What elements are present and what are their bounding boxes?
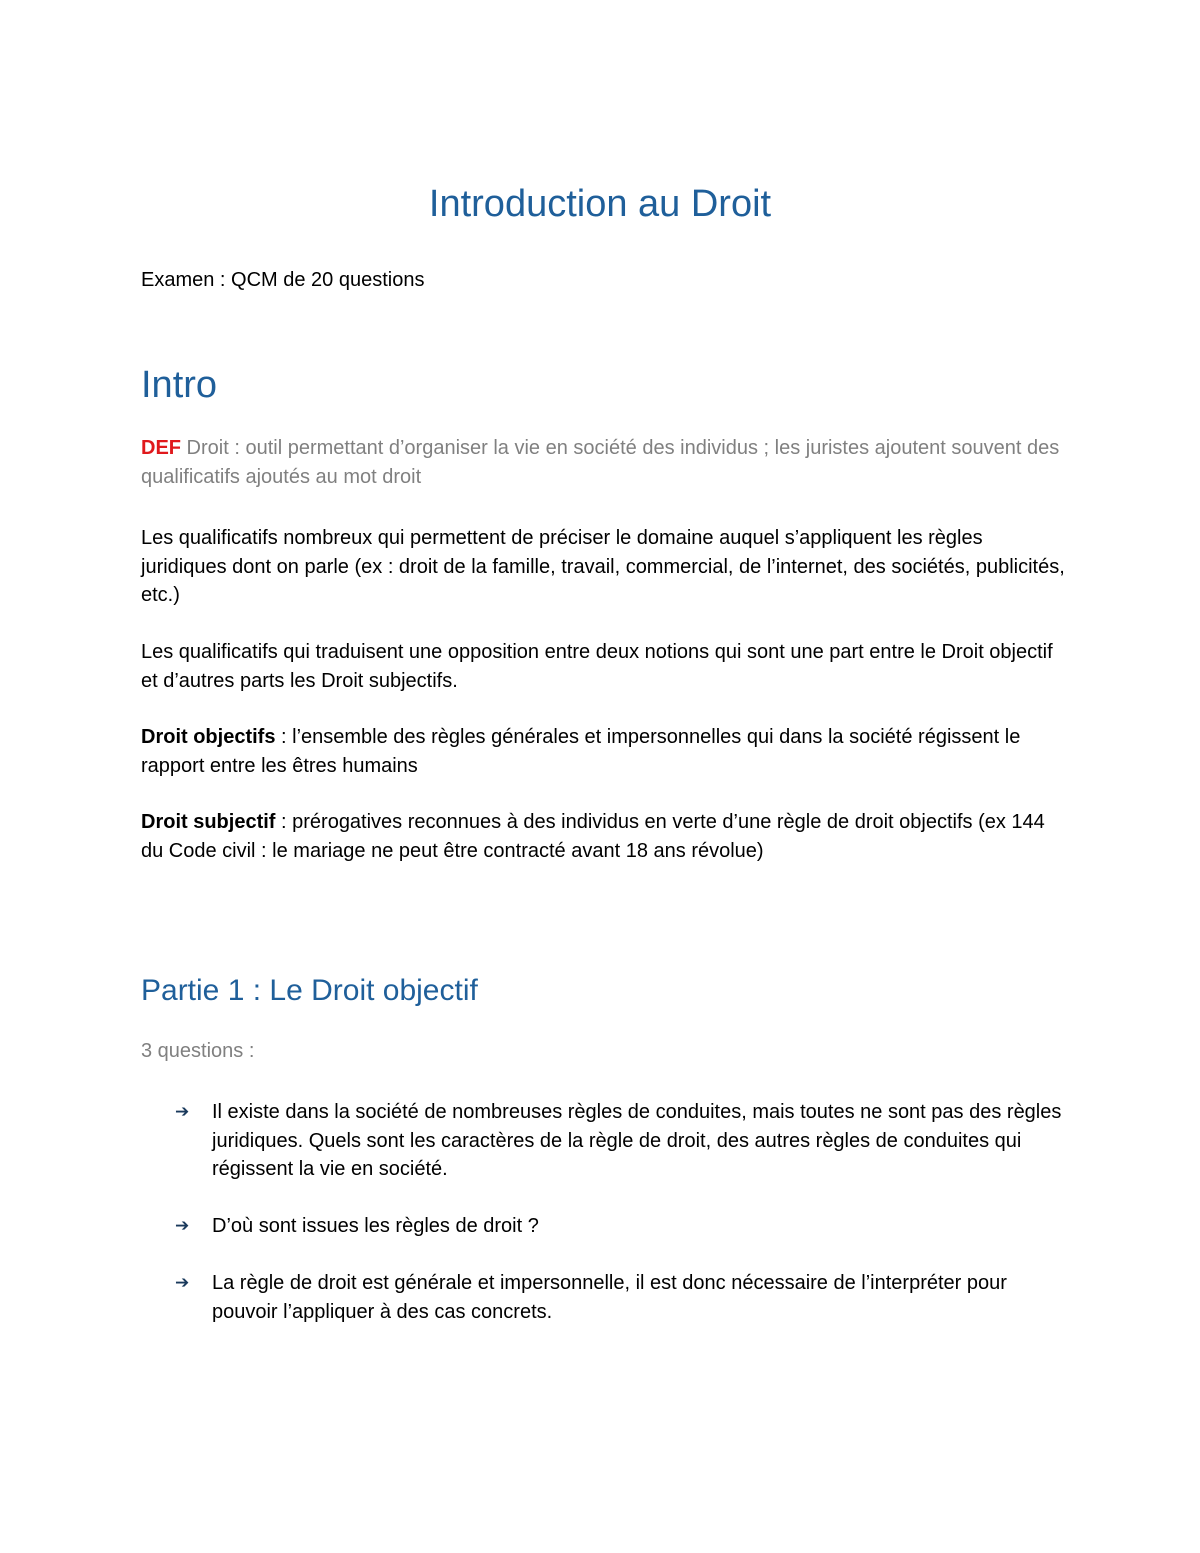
droit-subjectif-text: : prérogatives reconnues à des individus en verte d’une règle de droit objectifs (ex 144 du Code civil : le mariage ne peut être contracté avant 18 ans révolue): [141, 811, 1045, 862]
list-item: [141, 1098, 1071, 1184]
document-title: Introduction au Droit: [428, 183, 772, 225]
arrow-bullet-icon: ➔: [175, 1102, 190, 1122]
exam-line: Examen : QCM de 20 questions: [141, 269, 425, 291]
list-item-text: La règle de droit est générale et impersonnelle, il est donc nécessaire de l’interpréter pour pouvoir l’appliquer à des cas concrets.: [212, 1272, 1007, 1323]
list-item: [141, 1269, 1071, 1326]
list-item-text: D’où sont issues les règles de droit ?: [212, 1215, 539, 1237]
droit-objectifs-paragraph: [141, 723, 1071, 780]
droit-objectifs-term: Droit objectifs: [141, 726, 276, 748]
arrow-bullet-icon: ➔: [175, 1273, 190, 1293]
def-tag: DEF: [141, 437, 181, 459]
droit-subjectif-paragraph: [141, 808, 1071, 865]
arrow-bullet-icon: ➔: [175, 1216, 190, 1236]
partie-1-heading: Partie 1 : Le Droit objectif: [141, 974, 478, 1007]
paragraph-qualificatifs-opposition: Les qualificatifs qui traduisent une opposition entre deux notions qui sont une part entre le Droit objectif et d’autres parts les Droit subjectifs.: [141, 641, 1053, 692]
droit-objectifs-text: : l’ensemble des règles générales et impersonnelles qui dans la société régissent le rapport entre les êtres humains: [141, 726, 1021, 777]
list-item: [141, 1212, 1071, 1241]
list-item-text: Il existe dans la société de nombreuses règles de conduites, mais toutes ne sont pas des règles juridiques. Quels sont les caractères de la règle de droit, des autres règles de conduites qui régissent la vie en société.: [212, 1101, 1062, 1180]
paragraph-qualificatifs-domaine: Les qualificatifs nombreux qui permettent de préciser le domaine auquel s’appliquent les règles juridiques dont on parle (ex : droit de la famille, travail, commercial, de l’internet, des sociétés, publicités, etc.): [141, 527, 1065, 606]
intro-heading: Intro: [141, 364, 218, 406]
questions-count: 3 questions :: [141, 1040, 255, 1062]
questions-list: [141, 1098, 1071, 1355]
droit-subjectif-term: Droit subjectif: [141, 811, 276, 833]
definition-text: Droit : outil permettant d’organiser la vie en société des individus ; les juristes ajoutent souvent des qualificatifs ajoutés au mot droit: [141, 437, 1060, 488]
definition-paragraph: [141, 434, 1071, 491]
